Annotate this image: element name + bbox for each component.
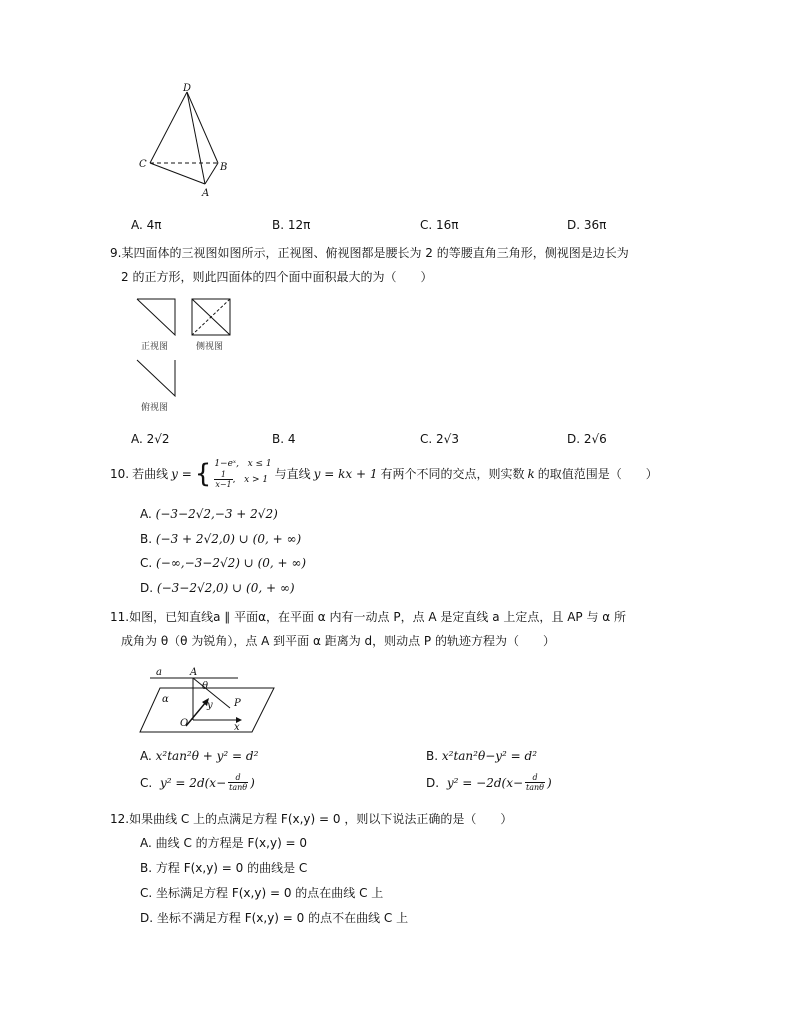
- top-view-label: 俯视图: [141, 403, 169, 413]
- q12-option-d[interactable]: D. 坐标不满足方程 F(x,y) = 0 的点不在曲线 C 上: [140, 911, 409, 925]
- fig-label-theta: θ: [202, 681, 209, 692]
- fig-label-x: x: [234, 722, 240, 733]
- tetrahedron-figure: [130, 82, 240, 202]
- q11-option-b[interactable]: B. x²tan²θ−y² = d²: [426, 749, 538, 763]
- piecewise-brace: {: [194, 458, 212, 489]
- q10-option-a[interactable]: A. (−3−2√2,−3 + 2√2): [140, 507, 278, 521]
- q11-option-c[interactable]: C. y² = 2d(x− $\frac{d}{\tan\theta}$ ): [140, 773, 255, 792]
- q12-option-c[interactable]: C. 坐标满足方程 F(x,y) = 0 的点在曲线 C 上: [140, 886, 384, 900]
- q8-option-c[interactable]: C. 16π: [420, 218, 459, 232]
- side-view-figure: [191, 298, 233, 338]
- fig-label-alpha: α: [162, 694, 169, 705]
- plane-line-figure: [138, 664, 278, 739]
- fig-label-a: a: [156, 667, 162, 678]
- q11-stem-line1: 11.如图，已知直线a ∥ 平面α，在平面 α 内有一动点 P，点 A 是定直线 a 上定点，且 AP 与 α 所: [110, 610, 627, 624]
- q9-stem-line1: 9.某四面体的三视图如图所示，正视图、俯视图都是腰长为 2 的等腰直角三角形，侧视图是边长为: [110, 246, 629, 260]
- fig-label-A: A: [190, 667, 198, 678]
- q12-option-a[interactable]: A. 曲线 C 的方程是 F(x,y) = 0: [140, 836, 308, 850]
- q8-option-d[interactable]: D. 36π: [567, 218, 607, 232]
- q12-option-b[interactable]: B. 方程 F(x,y) = 0 的曲线是 C: [140, 861, 308, 875]
- side-view-label: 侧视图: [196, 342, 224, 352]
- piecewise-function: 1−eˣ, x ≤ 1 $\frac{1}{x-1}$ , x > 1: [214, 459, 272, 489]
- q8-option-b[interactable]: B. 12π: [272, 218, 311, 232]
- q9-option-b[interactable]: B. 4: [272, 432, 296, 446]
- fig-label-P: P: [234, 698, 241, 709]
- q11-stem-line2: 成角为 θ（θ 为锐角），点 A 到平面 α 距离为 d，则动点 P 的轨迹方程为（ ）: [121, 634, 555, 648]
- q10-option-b[interactable]: B. (−3 + 2√2,0) ∪ (0, + ∞): [140, 532, 302, 546]
- vertex-label-a: A: [202, 188, 210, 199]
- q9-stem-line2: 2 的正方形，则此四面体的四个面中面积最大的为（ ）: [121, 270, 433, 284]
- q9-option-a[interactable]: A. 2√2: [131, 432, 170, 446]
- q8-option-a[interactable]: A. 4π: [131, 218, 162, 232]
- q11-option-d[interactable]: D. y² = −2d(x− $\frac{d}{\tan\theta}$ ): [426, 773, 552, 792]
- front-view-figure: [136, 298, 178, 338]
- q9-option-c[interactable]: C. 2√3: [420, 432, 459, 446]
- vertex-label-d: D: [183, 83, 192, 94]
- fig-label-y: y: [207, 700, 213, 711]
- q9-option-d[interactable]: D. 2√6: [567, 432, 607, 446]
- q12-stem: 12.如果曲线 C 上的点满足方程 F(x,y) = 0 ，则以下说法正确的是（ ）: [110, 812, 513, 826]
- vertex-label-b: B: [220, 162, 228, 173]
- q11-option-a[interactable]: A. x²tan²θ + y² = d²: [140, 749, 259, 763]
- vertex-label-c: C: [139, 159, 147, 170]
- top-view-figure: [136, 359, 178, 399]
- q10-option-c[interactable]: C. (−∞,−3−2√2) ∪ (0, + ∞): [140, 556, 307, 570]
- front-view-label: 正视图: [141, 342, 169, 352]
- fig-label-O: O: [180, 718, 189, 729]
- q10-option-d[interactable]: D. (−3−2√2,0) ∪ (0, + ∞): [140, 581, 295, 595]
- q10-stem: 10. 若曲线 y = { 1−eˣ, x ≤ 1 $\frac{1}{x-1}$ , x > 1 与直线 y = kx + 1 有两个不同的交点，则实数 k 的取值范围是（ ）: [110, 458, 658, 489]
